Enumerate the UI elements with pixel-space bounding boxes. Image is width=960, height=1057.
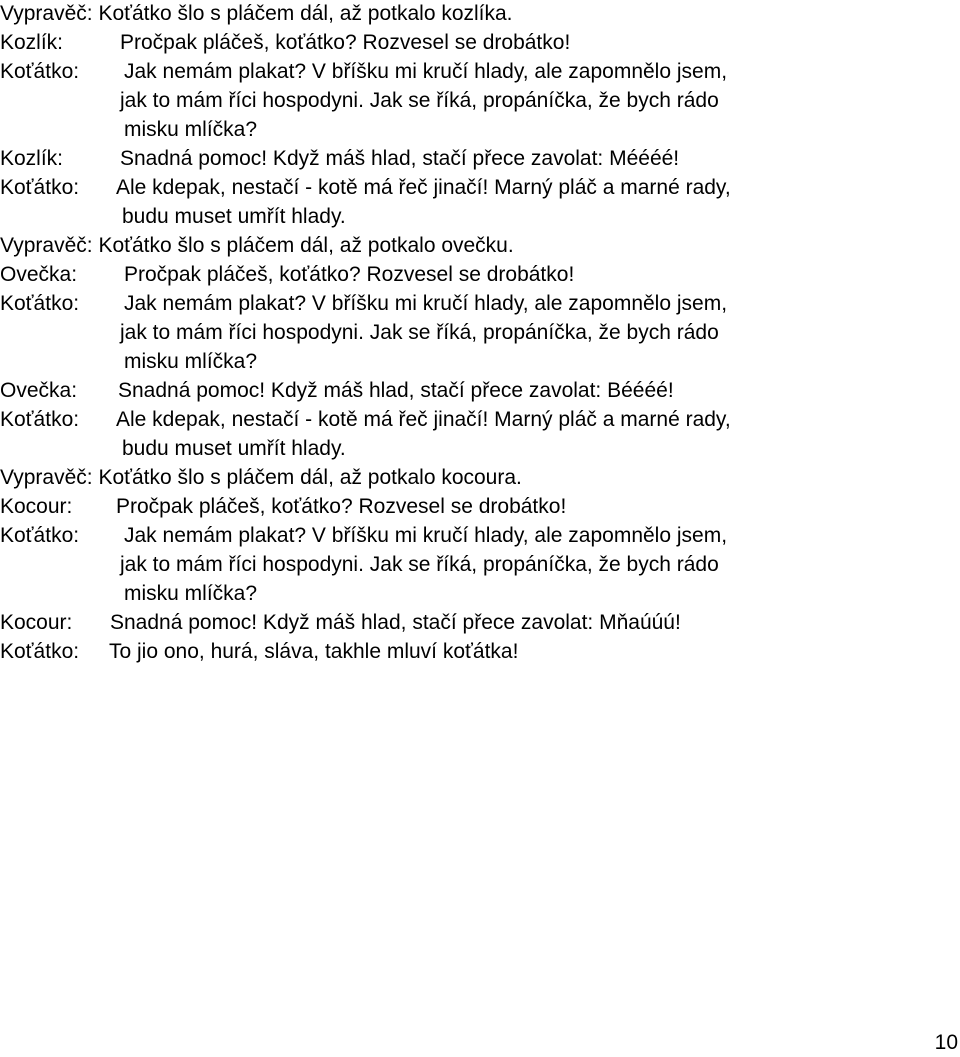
dialogue-line: [0, 408, 731, 432]
speaker-label: Koťátko:: [0, 176, 80, 199]
dialogue-line: [0, 321, 719, 345]
line-text: misku mlíčka?: [124, 582, 258, 605]
dialogue-line: [0, 611, 681, 635]
dialogue-line: [0, 350, 257, 374]
dialogue-line: [0, 60, 727, 84]
line-text: Snadná pomoc! Když máš hlad, stačí přece zavolat: Méééé!: [120, 147, 680, 170]
line-text: Jak nemám plakat? V bříšku mi kručí hlady, ale zapomnělo jsem,: [124, 524, 728, 547]
speaker-label: Vypravěč:: [0, 466, 93, 489]
dialogue-line: [0, 582, 257, 606]
speaker-label: Vypravěč:: [0, 2, 93, 25]
dialogue-line: [0, 292, 727, 316]
line-text: budu muset umřít hlady.: [122, 437, 346, 460]
line-text: To jio ono, hurá, sláva, takhle mluví koťátka!: [109, 640, 519, 663]
dialogue-line: [0, 379, 674, 403]
line-text: Snadná pomoc! Když máš hlad, stačí přece zavolat: Mňaúúú!: [110, 611, 681, 634]
line-text: Pročpak pláčeš, koťátko? Rozvesel se drobátko!: [116, 495, 567, 518]
dialogue-line: [0, 553, 719, 577]
line-text: Koťátko šlo s pláčem dál, až potkalo kocoura.: [98, 466, 522, 489]
dialogue-line: [0, 31, 570, 55]
dialogue-line: [0, 437, 346, 461]
speaker-label: Koťátko:: [0, 408, 80, 431]
speaker-label: Kozlík:: [0, 31, 64, 54]
dialogue-line: [0, 118, 257, 142]
dialogue-line: [0, 495, 566, 519]
line-text: Koťátko šlo s pláčem dál, až potkalo kozlíka.: [98, 2, 513, 25]
dialogue-line: [0, 263, 574, 287]
line-text: Snadná pomoc! Když máš hlad, stačí přece zavolat: Béééé!: [118, 379, 674, 402]
dialogue-line: [0, 147, 679, 171]
speaker-label: Vypravěč:: [0, 234, 93, 257]
speaker-label: Ovečka:: [0, 263, 78, 286]
speaker-label: Kocour:: [0, 495, 73, 518]
dialogue-line: [0, 2, 513, 26]
line-text: Jak nemám plakat? V bříšku mi kručí hlady, ale zapomnělo jsem,: [124, 60, 728, 83]
speaker-label: Koťátko:: [0, 524, 80, 547]
line-text: Koťátko šlo s pláčem dál, až potkalo ovečku.: [98, 234, 514, 257]
line-text: jak to mám říci hospodyni. Jak se říká, propáníčka, že bych rádo: [120, 89, 719, 112]
line-text: misku mlíčka?: [124, 350, 258, 373]
line-text: Jak nemám plakat? V bříšku mi kručí hlady, ale zapomnělo jsem,: [124, 292, 728, 315]
dialogue-line: [0, 176, 731, 200]
dialogue-line: [0, 466, 522, 490]
dialogue-line: [0, 524, 727, 548]
line-text: misku mlíčka?: [124, 118, 258, 141]
dialogue-line: [0, 234, 514, 258]
speaker-label: Kozlík:: [0, 147, 64, 170]
line-text: Ale kdepak, nestačí - kotě má řeč jinačí! Marný pláč a marné rady,: [116, 408, 731, 431]
page-number: 10: [934, 1031, 958, 1054]
speaker-label: Ovečka:: [0, 379, 78, 402]
line-text: Ale kdepak, nestačí - kotě má řeč jinačí! Marný pláč a marné rady,: [116, 176, 731, 199]
line-text: Pročpak pláčeš, koťátko? Rozvesel se drobátko!: [120, 31, 571, 54]
speaker-label: Koťátko:: [0, 640, 80, 663]
line-text: budu muset umřít hlady.: [122, 205, 346, 228]
line-text: jak to mám říci hospodyni. Jak se říká, propáníčka, že bych rádo: [120, 321, 719, 344]
line-text: jak to mám říci hospodyni. Jak se říká, propáníčka, že bych rádo: [120, 553, 719, 576]
dialogue-line: [0, 89, 719, 113]
speaker-label: Kocour:: [0, 611, 73, 634]
line-text: Pročpak pláčeš, koťátko? Rozvesel se drobátko!: [124, 263, 575, 286]
speaker-label: Koťátko:: [0, 60, 80, 83]
speaker-label: Koťátko:: [0, 292, 80, 315]
dialogue-line: [0, 205, 346, 229]
dialogue-line: [0, 640, 518, 664]
